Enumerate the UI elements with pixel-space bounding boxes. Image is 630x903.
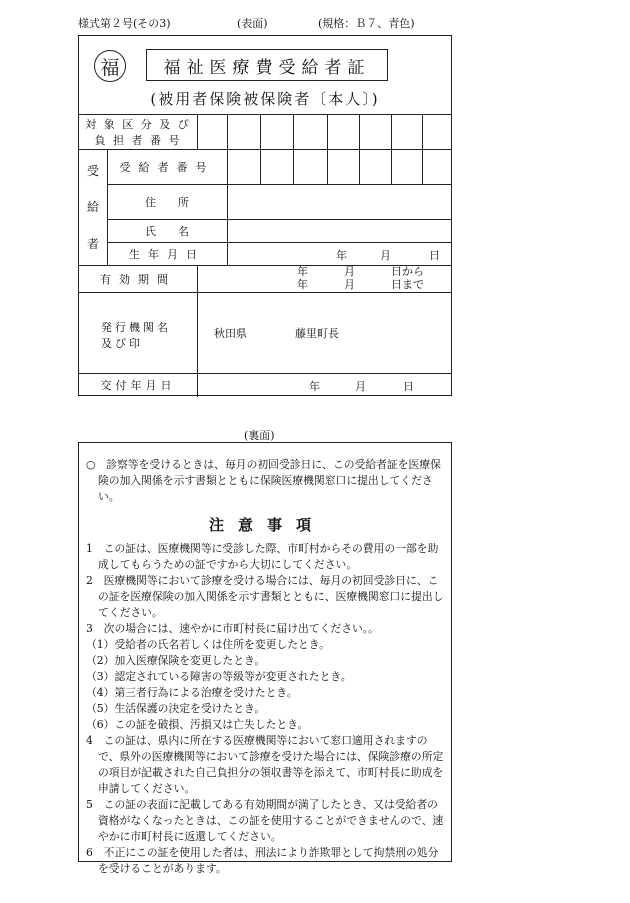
certificate-back xyxy=(78,442,452,875)
notice-item-3: 3 次の場合には、速やかに市町村長に届け出てください。。 xyxy=(86,622,379,635)
notice-title: 注意事項 xyxy=(208,516,325,534)
notice-item-6: 6 不正にこの証を使用した者は、刑法により詐欺罪として拘禁刑の処分を受けることがあります。 xyxy=(86,846,439,875)
validity-to-suffix: 日まで xyxy=(391,278,424,291)
rule-validity-bottom xyxy=(79,292,451,293)
welfare-seal: 福 xyxy=(94,50,126,82)
recipient-number-label: 受給者番号 xyxy=(119,160,215,174)
certificate-front xyxy=(78,35,452,396)
validity-from-month: 月 xyxy=(344,265,355,278)
recipient-group-char-1: 受 xyxy=(86,163,99,178)
birthdate-day: 日 xyxy=(429,249,440,262)
certificate-subtitle: (被用者保険被保険者〔本人〕) xyxy=(150,90,380,108)
certificate-title: 福祉医療費受給者証 xyxy=(146,49,388,81)
birthdate-month: 月 xyxy=(380,249,391,262)
notice-subitem-1: （1）受給者の氏名若しくは住所を変更したとき。 xyxy=(86,638,330,651)
recipient-group-char-2: 給 xyxy=(86,199,99,214)
address-label: 住 所 xyxy=(145,195,189,209)
issue-date-label: 交付年月日 xyxy=(100,378,176,392)
issuer-label-line2: 及び印 xyxy=(101,337,143,350)
issue-month: 月 xyxy=(355,380,366,393)
issuer-label-line1: 発行機関名 xyxy=(101,321,171,334)
form-number: 様式第２号(その3) xyxy=(78,17,171,30)
birthdate-year: 年 xyxy=(336,249,347,262)
rule-category-split xyxy=(197,114,198,149)
issue-day: 日 xyxy=(403,380,414,393)
notice-item-2: 2 医療機関等において診療を受ける場合には、毎月の初回受診日に、この証を医療保険の加入関係を示す書類とともに、医療機関窓口に提出してください。 xyxy=(86,574,444,619)
notice-item-4: 4 この証は、県内に所在する医療機関等において窓口適用されますので、県外の医療機関等において診療を受けた場合には、保険診療の所定の項目が記載された自己負担分の領収書等を添えて、市町村長に助成を申請してください。 xyxy=(86,734,444,795)
rule-col-1 xyxy=(227,114,228,184)
rule-col-2 xyxy=(260,114,261,184)
front-side-label: (表面) xyxy=(237,17,268,30)
notice-subitem-6: （6）この証を破損、汚損又は亡失したとき。 xyxy=(86,718,309,731)
rule-recipient-value xyxy=(227,184,228,265)
name-label: 氏 名 xyxy=(145,224,189,238)
notice-item-1: 1 この証は、医療機関等に受診した際、市町村からその費用の一部を助成してもらうための証ですから大切にしてください。 xyxy=(86,542,439,571)
rule-col-5 xyxy=(359,114,360,184)
validity-from-suffix: 日から xyxy=(391,265,424,278)
recipient-group-char-3: 者 xyxy=(86,236,99,251)
card-spec: (規格：Ｂ７、青色) xyxy=(318,17,415,30)
intro-notice: ○ 診察等を受けるときは、毎月の初回受診日に、この受給者証を医療保険の加入関係を示す書類とともに保険医療機関窓口に提出してください。 xyxy=(86,458,441,503)
rule-col-4 xyxy=(327,114,328,184)
validity-to-year: 年 xyxy=(297,278,308,291)
back-side-label: (裏面) xyxy=(244,429,275,442)
validity-to-month: 月 xyxy=(344,278,355,291)
category-label-line2: 負 担 者 番 号 xyxy=(94,133,182,147)
notice-subitem-2: （2）加入医療保険を変更したとき。 xyxy=(86,654,266,667)
notice-subitem-5: （5）生活保護の決定を受けたとき。 xyxy=(86,702,266,715)
rule-col-6 xyxy=(391,114,392,184)
rule-lower-split xyxy=(197,265,198,397)
validity-label: 有効期間 xyxy=(100,272,176,286)
back-text-block xyxy=(86,457,448,877)
validity-from-year: 年 xyxy=(297,265,308,278)
issuer-town: 藤里町長 xyxy=(295,327,339,340)
notice-subitem-4: （4）第三者行為による治療を受けたとき。 xyxy=(86,686,298,699)
rule-col-7 xyxy=(422,114,423,184)
rule-col-3 xyxy=(293,114,294,184)
issue-year: 年 xyxy=(309,380,320,393)
notice-subitem-3: （3）認定されている障害の等級等が変更されたとき。 xyxy=(86,670,352,683)
category-label-line1: 対 象 区 分 及 び xyxy=(85,117,191,131)
birthdate-label: 生年月日 xyxy=(129,247,205,261)
notice-item-5: 5 この証の表面に記載してある有効期間が満了したとき、又は受給者の資格がなくなったときは、この証を使用することができませんので、速やかに市町村長に返還してください。 xyxy=(86,798,444,843)
issuer-prefecture: 秋田県 xyxy=(214,327,247,340)
